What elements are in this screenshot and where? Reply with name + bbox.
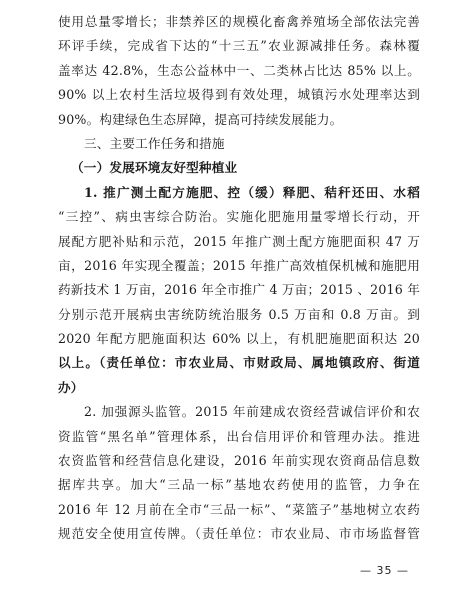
text-line: 盖率达 42.8%，生态公益林中一、二类林占比达 85% 以上。: [58, 62, 420, 78]
text-line: 90%。构建绿色生态屏障，提高可持续发展能力。: [58, 111, 343, 127]
text-line: 规范安全使用宣传牌。（责任单位：市农业局、市市场监督管: [58, 526, 420, 542]
item-heading: 1. 推广测土配方施肥、控（缓）释肥、秸秆还田、水稻: [84, 184, 420, 200]
text-line: 药新技术 1 万亩，2016 年全市推广 4 万亩；2015 、2016 年: [58, 282, 420, 298]
responsibility-line: 办）: [58, 379, 84, 395]
responsibility-line: 以上。（责任单位：市农业局、市财政局、属地镇政府、街道: [58, 355, 420, 371]
subsection-heading: （一）发展环境友好型种植业: [71, 160, 238, 176]
page-number: — 35 —: [360, 564, 409, 577]
text-line: 环评手续，完成省下达的“十三五”农业源减排任务。森林覆: [58, 38, 420, 54]
text-line: “三控”、病虫害综合防治。实施化肥施用量零增长行动，开: [58, 209, 420, 225]
text-line: 据库共享。加大“三品一标”基地农药使用的监管，力争在: [58, 477, 420, 493]
document-body: [58, 10, 420, 547]
text-line: 亩，2016 年实现全覆盖；2015 年推广高效植保机械和施肥用: [58, 257, 420, 273]
text-line: 使用总量零增长；非禁养区的规模化畜禽养殖场全部依法完善: [58, 14, 420, 29]
text-line: 资监管“黑名单”管理体系，出台信用评价和管理办法。推进: [58, 428, 420, 444]
text-line: 展配方肥补贴和示范，2015 年推广测土配方施肥面积 47 万: [58, 233, 420, 249]
item-heading: 2. 加强源头监管。2015 年前建成农资经营诚信评价和农: [84, 404, 420, 420]
section-heading: 三、主要工作任务和措施: [84, 135, 225, 151]
text-line: 分别示范开展病虫害统防统治服务 0.5 万亩和 0.8 万亩。到: [58, 306, 420, 322]
text-line: 农资监管和经营信息化建设，2016 年前实现农资商品信息数: [58, 453, 420, 469]
text-line: 2020 年配方肥施面积达 60% 以上，有机肥施肥面积达 20: [58, 331, 420, 347]
text-line: 2016 年 12 月前在全市“三品一标”、“菜篮子”基地树立农药: [58, 501, 420, 517]
text-line: 90% 以上农村生活垃圾得到有效处理，城镇污水处理率达到: [58, 87, 420, 103]
